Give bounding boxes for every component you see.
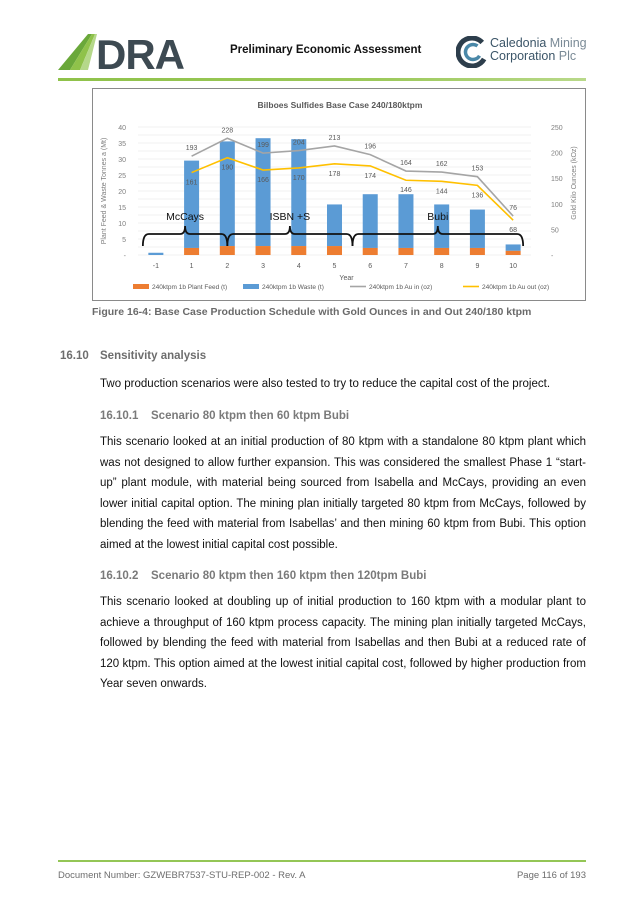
chart-title: Bilboes Sulfides Base Case 240/180ktpm: [257, 100, 423, 110]
au-in-label: 193: [185, 145, 198, 153]
au-out-label: 178: [328, 170, 341, 178]
plant-feed-bar: [327, 246, 342, 255]
y2-axis-label: Gold Kilo Ounces (kOz): [571, 146, 578, 220]
au-in-label: 162: [435, 161, 448, 169]
au-out-label: 144: [435, 188, 448, 196]
waste-bar: [327, 204, 342, 246]
waste-bar: [506, 244, 521, 250]
y2-tick-label: 200: [551, 150, 563, 158]
plant-feed-bar: [398, 248, 413, 255]
plant-feed-bar: [434, 248, 449, 255]
x-tick-label: 1: [189, 263, 194, 270]
au-in-label: 199: [257, 142, 269, 150]
plant-feed-bar: [470, 248, 485, 255]
y-tick-label: 5: [122, 237, 126, 244]
waste-bar: [363, 194, 378, 248]
document-number: Document Number: GZWEBR7537-STU-REP-002 - Rev. A: [58, 870, 306, 881]
au-out-label: 166: [257, 177, 269, 185]
y-tick-label: 25: [118, 173, 126, 180]
x-tick-label: 3: [261, 263, 265, 270]
au-out-label: 174: [364, 172, 377, 180]
subsection-heading-1: 16.10.1 Scenario 80 ktpm then 60 ktpm Bubi: [100, 410, 350, 422]
plant-feed-bar: [220, 246, 235, 255]
au-out-label: 190: [221, 164, 234, 172]
y2-tick-label: 100: [551, 201, 563, 209]
section-heading: 16.10 Sensitivity analysis: [60, 350, 207, 362]
annotation-label: Bubi: [427, 211, 449, 223]
y2-tick-label: 150: [551, 176, 563, 184]
x-tick-label: 5: [332, 263, 337, 270]
legend-swatch: [243, 284, 259, 289]
figure-caption: Figure 16-4: Base Case Production Schedule with Gold Ounces in and Out 240/180 ktpm: [92, 306, 532, 318]
x-tick-label: 8: [439, 263, 444, 270]
document-title: Preliminary Economic Assessment: [230, 44, 422, 56]
waste-bar: [256, 138, 271, 246]
y-tick-label: 10: [118, 221, 126, 228]
x-tick-label: 4: [296, 263, 301, 270]
legend-label: 240ktpm 1b Plant Feed (t): [152, 284, 228, 291]
au-out-label: 136: [471, 192, 484, 200]
svg-text:DRA: DRA: [96, 34, 184, 70]
y-tick-label: 15: [118, 205, 126, 212]
x-axis-label: Year: [339, 275, 354, 282]
au-out-label: 146: [400, 187, 412, 195]
x-tick-label: 7: [404, 263, 408, 270]
au-in-label: 153: [471, 165, 484, 173]
au-in-label: 196: [364, 143, 377, 151]
legend-label: 240ktpm 1b Au out (oz): [482, 284, 550, 291]
x-tick-label: 2: [225, 263, 230, 270]
legend-label: 240ktpm 1b Waste (t): [262, 284, 324, 291]
footer-divider: [58, 860, 586, 862]
header-divider: [58, 78, 586, 81]
au-in-label: 228: [221, 127, 234, 135]
caledonia-c-icon: [456, 36, 488, 68]
y2-tick-label: 50: [551, 227, 559, 235]
annotation-label: McCays: [166, 211, 205, 223]
y-tick-label: 20: [118, 189, 126, 196]
plant-feed-bar: [506, 251, 521, 255]
plant-feed-bar: [363, 248, 378, 255]
legend-label: 240ktpm 1b Au in (oz): [369, 284, 433, 291]
au-in-line: [192, 138, 514, 216]
x-tick-label: -1: [152, 263, 159, 270]
dra-logo: [58, 34, 198, 70]
caledonia-logo: Caledonia Mining Corporation Plc: [456, 36, 606, 70]
waste-bar: [398, 194, 413, 248]
subsection-heading-2: 16.10.2 Scenario 80 ktpm then 160 ktpm then 120tpm Bubi: [100, 570, 427, 582]
y-tick-label: 35: [118, 141, 126, 148]
waste-bar: [291, 139, 306, 246]
au-out-label: 170: [292, 174, 305, 182]
page-header: [0, 0, 644, 80]
y2-tick-label: -: [551, 253, 554, 260]
subsection-body-2: This scenario looked at doubling up of initial production to 160 ktpm with a modular plant to achieve a throughput of 160 ktpm process capacity. The mining plan initially targeted McCays, followed by blending the feed with material from Isabellas and then Bubi at a reduced rate of 120 ktpm. This option aimed at the lowest initial capital cost, followed by higher production from Year seven onwards.: [100, 596, 586, 690]
page-number: Page 116 of 193: [516, 870, 586, 881]
au-in-label: 204: [292, 139, 305, 147]
waste-bar: [470, 210, 485, 248]
y2-tick-label: 250: [551, 125, 563, 132]
y-tick-label: -: [123, 253, 126, 260]
x-tick-label: 9: [475, 263, 480, 270]
au-in-label: 76: [509, 205, 518, 213]
au-out-label: 68: [509, 227, 518, 235]
annotation-label: ISBN +S: [269, 211, 311, 223]
legend-swatch: [133, 284, 149, 289]
plant-feed-bar: [184, 248, 199, 255]
y-tick-label: 30: [118, 157, 126, 164]
au-in-label: 164: [400, 160, 412, 168]
waste-bar: [148, 253, 163, 255]
plant-feed-bar: [256, 246, 271, 255]
y-axis-label: Plant Feed & Waste Tonnes a (Mt): [101, 137, 108, 245]
au-in-label: 213: [328, 134, 341, 142]
chart-canvas: [93, 89, 587, 302]
x-tick-label: 6: [368, 263, 373, 270]
y-tick-label: 40: [118, 125, 126, 132]
plant-feed-bar: [291, 246, 306, 255]
subsection-body-1: This scenario looked at an initial production of 80 ktpm with a standalone 80 ktpm plant which was not designed to allow further expansion. This was considered the smallest Phase 1 “start-up” plant module, with material being sourced from Isabella and McCays, providing an even lower initial capital option. The mining plan initially targeted 80 ktpm from McCays, followed by blending the feed with material from Isabellas’ and then mining 60 ktpm from Bubi. This option aimed at the lowest initial capital cost possible.: [100, 436, 586, 551]
section-intro: Two production scenarios were also tested to try to reduce the capital cost of the project.: [100, 378, 551, 390]
production-chart: [92, 88, 586, 301]
au-out-label: 161: [185, 179, 198, 187]
x-tick-label: 10: [509, 263, 518, 270]
